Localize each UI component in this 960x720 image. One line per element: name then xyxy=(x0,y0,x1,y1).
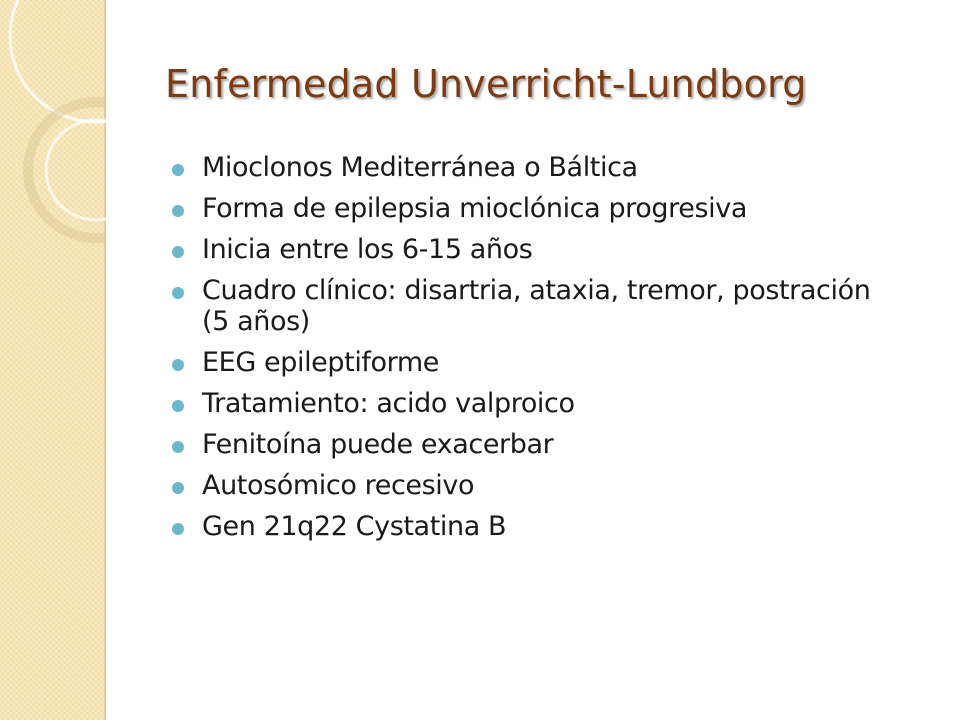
decorative-side-band xyxy=(0,0,106,720)
bullet-item xyxy=(170,234,890,265)
bullet-icon xyxy=(172,205,184,217)
bullet-item xyxy=(170,429,890,460)
bullet-text: Cuadro clínico: disartria, ataxia, tremor, postración (5 años) xyxy=(202,275,871,337)
bullet-text: Gen 21q22 Cystatina B xyxy=(202,511,507,542)
bullet-icon xyxy=(172,400,184,412)
slide-title: Enfermedad Unverricht-Lundborg xyxy=(165,62,807,106)
bullet-icon xyxy=(172,441,184,453)
bullet-text: Forma de epilepsia mioclónica progresiva xyxy=(202,193,747,224)
bullet-text: Mioclonos Mediterránea o Báltica xyxy=(202,152,638,183)
bullet-text: Tratamiento: acido valproico xyxy=(202,388,575,419)
bullet-icon xyxy=(172,523,184,535)
bullet-icon xyxy=(172,482,184,494)
bullet-text: Inicia entre los 6-15 años xyxy=(202,234,533,265)
bullet-item xyxy=(170,470,890,501)
bullet-icon xyxy=(172,359,184,371)
bullet-item xyxy=(170,193,890,224)
bullet-item xyxy=(170,347,890,378)
bullet-text: Autosómico recesivo xyxy=(202,470,475,501)
decorative-circle-inner xyxy=(46,120,106,220)
bullet-icon xyxy=(172,164,184,176)
bullet-text: EEG epileptiforme xyxy=(202,347,439,378)
bullet-item xyxy=(170,388,890,419)
bullet-item xyxy=(170,275,890,337)
bullet-text: Fenitoína puede exacerbar xyxy=(202,429,554,460)
bullet-icon xyxy=(172,287,184,299)
bullet-list xyxy=(170,152,890,552)
bullet-icon xyxy=(172,246,184,258)
bullet-item xyxy=(170,152,890,183)
decorative-circles xyxy=(0,0,106,720)
bullet-item xyxy=(170,511,890,542)
